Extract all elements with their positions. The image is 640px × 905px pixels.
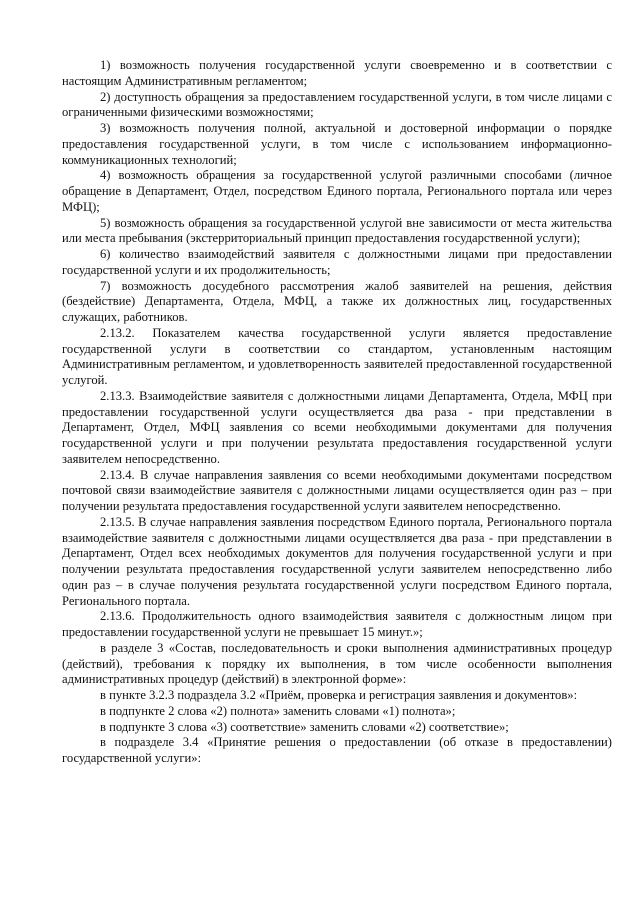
paragraph: 2.13.4. В случае направления заявления со всеми необходимыми документами посредством почтовой связи взаимодействие заявителя с должностными лицами осуществляется один раз – при получении результата предоставления государственной услуги заявителем непосредственно. [62, 467, 612, 513]
paragraph: в разделе 3 «Состав, последовательность и сроки выполнения административных процедур (действий), требования к порядку их выполнения, в том числе особенности выполнения административных процедур (действий) в электронной форме»: [62, 640, 612, 687]
paragraph: 6) количество взаимодействий заявителя с должностными лицами при предоставлении государственной услуги и их продолжительность; [62, 247, 612, 277]
paragraph: 2.13.2. Показателем качества государственной услуги является предоставление государственной услуги в соответствии со стандартом, установленным настоящим Административным регламентом, и удовлетворенность заявителей предоставленной государственной услугой. [62, 325, 612, 387]
paragraph: 2.13.3. Взаимодействие заявителя с должностными лицами Департамента, Отдела, МФЦ при предоставлении государственной услуги осуществляется два раза - при представлении в Департамент, Отдел, МФЦ заявления со всеми необходимыми документами для получения государственной услуги и при получении результата предоставления государственной услуги заявителем непосредственно. [62, 388, 612, 466]
paragraph: в подпункте 3 слова «3) соответствие» заменить словами «2) соответствие»; [100, 719, 509, 734]
paragraph: в пункте 3.2.3 подраздела 3.2 «Приём, проверка и регистрация заявления и документов»: [100, 688, 578, 702]
paragraph: 3) возможность получения полной, актуальной и достоверной информации о порядке предоставления государственной услуги, в том числе с использованием информационно-коммуникационных технологий; [62, 121, 612, 167]
paragraph: 4) возможность обращения за государственной услугой различными способами (личное обращение в Департамент, Отдел, посредством Единого портала, Регионального портала или через МФЦ); [62, 168, 612, 214]
paragraph: 7) возможность досудебного рассмотрения жалоб заявителей на решения, действия (бездействие) Департамента, Отдела, МФЦ, а также их должностных лиц, государственных служащих, работников. [62, 278, 612, 324]
document-body [62, 58, 612, 767]
paragraph: в подразделе 3.4 «Принятие решения о предоставлении (об отказе в предоставлении) государственной услуги»: [62, 735, 612, 765]
paragraph: 5) возможность обращения за государственной услугой вне зависимости от места жительства или места пребывания (экстерриториальный принцип предоставления государственной услуги); [62, 215, 612, 246]
paragraph: 2.13.5. В случае направления заявления посредством Единого портала, Регионального портала взаимодействие заявителя с должностными лицами осуществляется два раза - при представлении в Департамент, Отдел всех необходимых документов для получения государственной услуги и при получении результата предоставления государственной услуги заявителем непосредственно либо один раз – в случае получения результата государственной услуги посредством Единого портала, Регионального портала. [62, 514, 612, 608]
paragraph: 2.13.6. Продолжительность одного взаимодействия заявителя с должностным лицом при предоставлении государственной услуги не превышает 15 минут.»; [62, 609, 612, 639]
paragraph: 2) доступность обращения за предоставлением государственной услуги, в том числе лицами с ограниченными физическими возможностями; [62, 89, 612, 120]
paragraph: 1) возможность получения государственной услуги своевременно и в соответствии с настоящим Административным регламентом; [62, 58, 612, 88]
paragraph: в подпункте 2 слова «2) полнота» заменить словами «1) полнота»; [100, 703, 456, 718]
